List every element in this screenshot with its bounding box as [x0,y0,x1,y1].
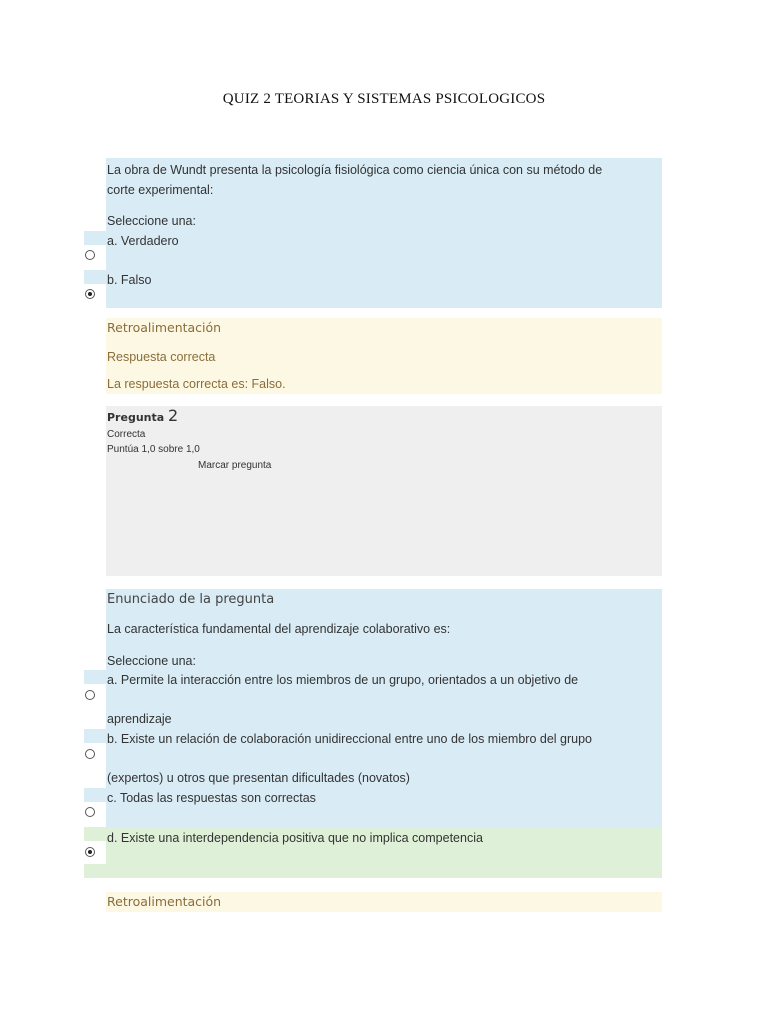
option-2a-row-bg [84,670,108,684]
question-1-prompt: Seleccione una: [107,214,196,228]
question-2-grade: Puntúa 1,0 sobre 1,0 [107,444,200,455]
option-2b-row-bg [84,729,108,743]
page-title: QUIZ 2 TEORIAS Y SISTEMAS PSICOLOGICOS [222,91,546,107]
question-2-info-panel [106,406,662,576]
feedback-2-heading: Retroalimentación [107,894,222,909]
option-2b-radio[interactable] [85,749,95,759]
question-1-text-line1: La obra de Wundt presenta la psicología fisiológica como ciencia única con su método de [107,163,603,177]
option-b-row-bg [84,270,108,284]
question-2-number [107,406,178,425]
option-2c-label[interactable]: c. Todas las respuestas son correctas [107,791,316,805]
option-2a-radio[interactable] [85,690,95,700]
question-2-prompt: Seleccione una: [107,654,196,668]
option-a-row-bg [84,231,108,245]
flag-question-link[interactable]: Marcar pregunta [198,460,272,471]
option-2c-row-bg [84,788,108,802]
feedback-1-answer: La respuesta correcta es: Falso. [107,377,286,391]
option-2d-radio[interactable] [85,847,95,857]
feedback-1-result: Respuesta correcta [107,350,216,364]
question-label: Pregunta [107,411,165,424]
option-a-label[interactable]: a. Verdadero [107,234,179,248]
option-2b-label-line1[interactable]: b. Existe un relación de colaboración unidireccional entre uno de los miembro del grupo [107,732,593,746]
question-1-text-line2: corte experimental: [107,183,214,197]
option-2d-row-left [84,827,108,841]
question-2-text: La característica fundamental del aprendizaje colaborativo es: [107,622,451,636]
option-2a-label-line2[interactable]: aprendizaje [107,712,172,726]
option-2d-row-bottom [84,864,108,878]
question-number: 2 [168,406,179,425]
question-2-state: Correcta [107,429,146,440]
option-b-label[interactable]: b. Falso [107,273,152,287]
option-2b-label-line2[interactable]: (expertos) u otros que presentan dificultades (novatos) [107,771,410,785]
option-2c-radio[interactable] [85,807,95,817]
option-a-radio[interactable] [85,250,95,260]
option-2a-label-line1[interactable]: a. Permite la interacción entre los miembros de un grupo, orientados a un objetivo de [107,673,579,687]
feedback-1-heading: Retroalimentación [107,320,222,335]
option-b-radio[interactable] [85,289,95,299]
question-2-heading: Enunciado de la pregunta [107,592,275,607]
option-2d-label[interactable]: d. Existe una interdependencia positiva que no implica competencia [107,831,483,845]
